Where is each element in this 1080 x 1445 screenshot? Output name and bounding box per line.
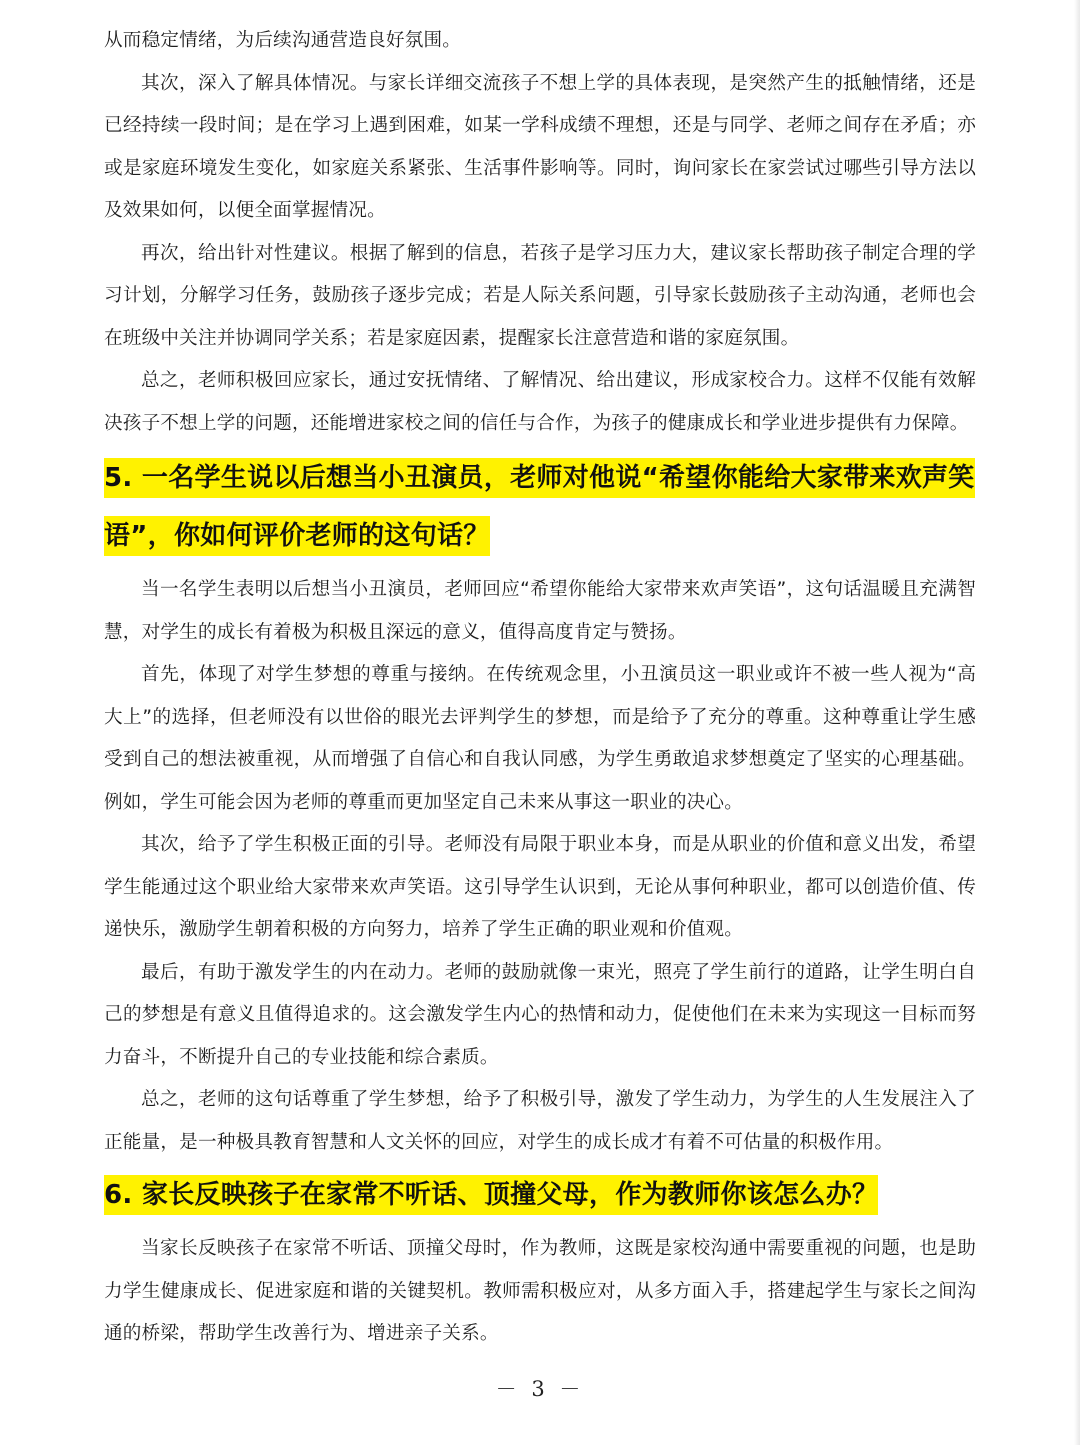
scan-edge-shadow	[1074, 0, 1080, 1445]
q6-paragraph-intro: 当家长反映孩子在家常不听话、顶撞父母时，作为教师，这既是家校沟通中需要重视的问题，也是助力学生健康成长、促进家庭和谐的关键契机。教师需积极应对，从多方面入手，搭建起学生与家长之间沟通的桥梁，帮助学生改善行为、增进亲子关系。	[104, 1238, 976, 1344]
question-5-highlight: 5. 一名学生说以后想当小丑演员，老师对他说“希望你能给大家带来欢声笑语”，你如何评价老师的这句话？	[104, 458, 975, 556]
q5-paragraph-intro: 当一名学生表明以后想当小丑演员，老师回应“希望你能给大家带来欢声笑语”，这句话温暖且充满智慧，对学生的成长有着极为积极且深远的意义，值得高度肯定与赞扬。	[104, 579, 976, 643]
page-number: － 3 －	[495, 1377, 585, 1401]
q5-paragraph-guidance: 其次，给予了学生积极正面的引导。老师没有局限于职业本身，而是从职业的价值和意义出发，希望学生能通过这个职业给大家带来欢声笑语。这引导学生认识到，无论从事何种职业，都可以创造价值、传递快乐，激励学生朝着积极的方向努力，培养了学生正确的职业观和价值观。	[104, 834, 976, 940]
q5-paragraph-motivation: 最后，有助于激发学生的内在动力。老师的鼓励就像一束光，照亮了学生前行的道路，让学生明白自己的梦想是有意义且值得追求的。这会激发学生内心的热情和动力，促使他们在未来为实现这一目标而努力奋斗，不断提升自己的专业技能和综合素质。	[104, 961, 976, 1068]
paragraph-continuation: 从而稳定情绪，为后续沟通营造良好氛围。	[104, 30, 462, 51]
paragraph-understand-situation: 其次，深入了解具体情况。与家长详细交流孩子不想上学的具体表现，是突然产生的抵触情绪，还是已经持续一段时间；是在学习上遇到困难，如某一学科成绩不理想，还是与同学、老师之间存在矛盾；亦或是家庭环境发生变化，如家庭关系紧张、生活事件影响等。同时，询问家长在家尝试过哪些引导方法以及效果如何，以便全面掌握情况。	[104, 72, 976, 221]
question-6-heading	[104, 1166, 976, 1224]
question-6-highlight: 6. 家长反映孩子在家常不听话、顶撞父母，作为教师你该怎么办？	[104, 1175, 878, 1215]
q5-paragraph-respect: 首先，体现了对学生梦想的尊重与接纳。在传统观念里，小丑演员这一职业或许不被一些人视为“高大上”的选择，但老师没有以世俗的眼光去评判学生的梦想，而是给予了充分的尊重。这种尊重让学生感受到自己的想法被重视，从而增强了自信心和自我认同感，为学生勇敢追求梦想奠定了坚实的心理基础。例如，学生可能会因为老师的尊重而更加坚定自己未来从事这一职业的决心。	[104, 664, 976, 813]
question-5-heading	[104, 449, 976, 565]
paragraph-targeted-advice: 再次，给出针对性建议。根据了解到的信息，若孩子是学习压力大，建议家长帮助孩子制定合理的学习计划，分解学习任务，鼓励孩子逐步完成；若是人际关系问题，引导家长鼓励孩子主动沟通，老师也会在班级中关注并协调同学关系；若是家庭因素，提醒家长注意营造和谐的家庭氛围。	[104, 242, 976, 349]
q5-paragraph-conclusion: 总之，老师的这句话尊重了学生梦想，给予了积极引导，激发了学生动力，为学生的人生发展注入了正能量，是一种极具教育智慧和人文关怀的回应，对学生的成长成才有着不可估量的积极作用。	[104, 1089, 976, 1153]
paragraph-summary: 总之，老师积极回应家长，通过安抚情绪、了解情况、给出建议，形成家校合力。这样不仅能有效解决孩子不想上学的问题，还能增进家校之间的信任与合作，为孩子的健康成长和学业进步提供有力保障。	[104, 370, 976, 434]
